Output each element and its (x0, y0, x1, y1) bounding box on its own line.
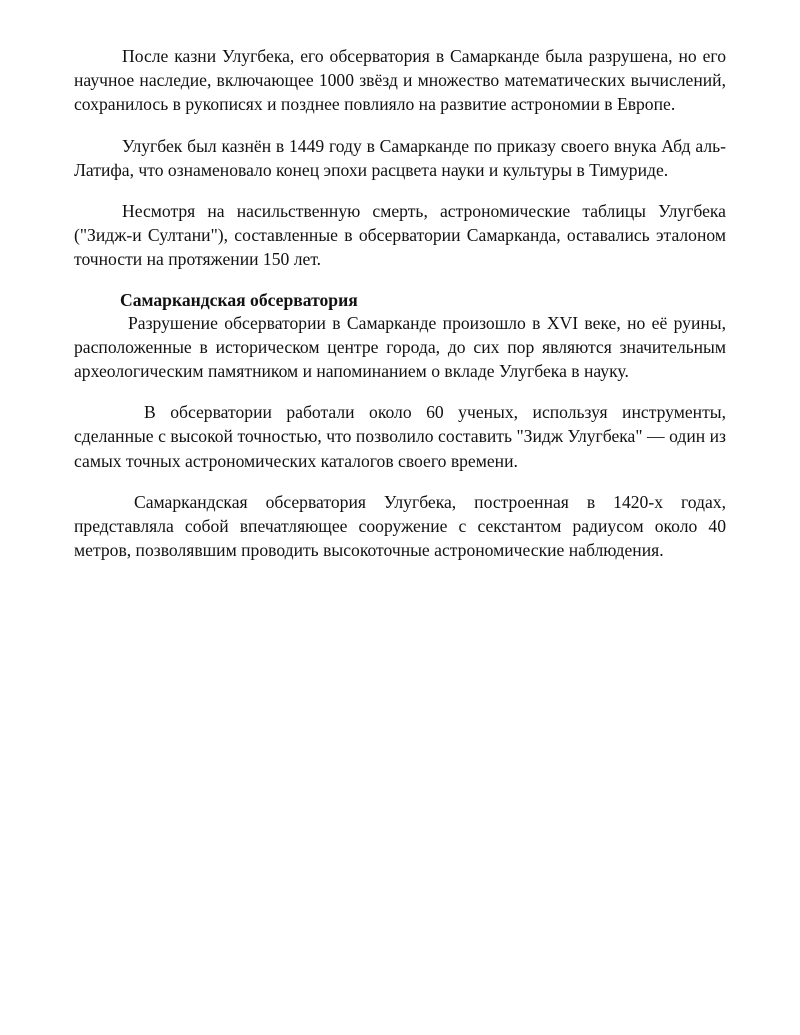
paragraph-observatory-scientists: В обсерватории работали около 60 ученых, используя инструменты, сделанные с высокой точностью, что позволило составить "Зидж Улугбека" — один из самых точных астрономических каталогов своего времени. (74, 402, 726, 471)
paragraph-observatory-destruction: Разрушение обсерватории в Самарканде произошло в XVI веке, но её руины, расположенные в историческом центре города, до сих пор являются значительным археологическим памятником и напоминанием о вкладе Улугбека в науку. (74, 312, 726, 382)
document-page (74, 44, 726, 562)
section-heading: Самаркандская обсерватория (120, 289, 358, 310)
paragraph-ulugbek-execution: Улугбек был казнён в 1449 году в Самарканде по приказу своего внука Абд аль-Латифа, что ознаменовало конец эпохи расцвета науки и культуры в Тимуриде. (74, 135, 726, 180)
paragraph-astronomical-tables: Несмотря на насильственную смерть, астрономические таблицы Улугбека ("Зидж-и Султани"), составленные в обсерватории Самарканда, оставались эталоном точности на протяжении 150 лет. (74, 201, 726, 270)
paragraph-observatory-structure: Самаркандская обсерватория Улугбека, построенная в 1420-х годах, представляла собой впечатляющее сооружение с секстантом радиусом около 40 метров, позволявшим проводить высокоточные астрономические наблюдения. (74, 491, 726, 561)
paragraph-ulugbek-legacy: После казни Улугбека, его обсерватория в Самарканде была разрушена, но его научное наследие, включающее 1000 звёзд и множество математических вычислений, сохранилось в рукописях и позднее повлияло на развитие астрономии в Европе. (74, 46, 726, 115)
